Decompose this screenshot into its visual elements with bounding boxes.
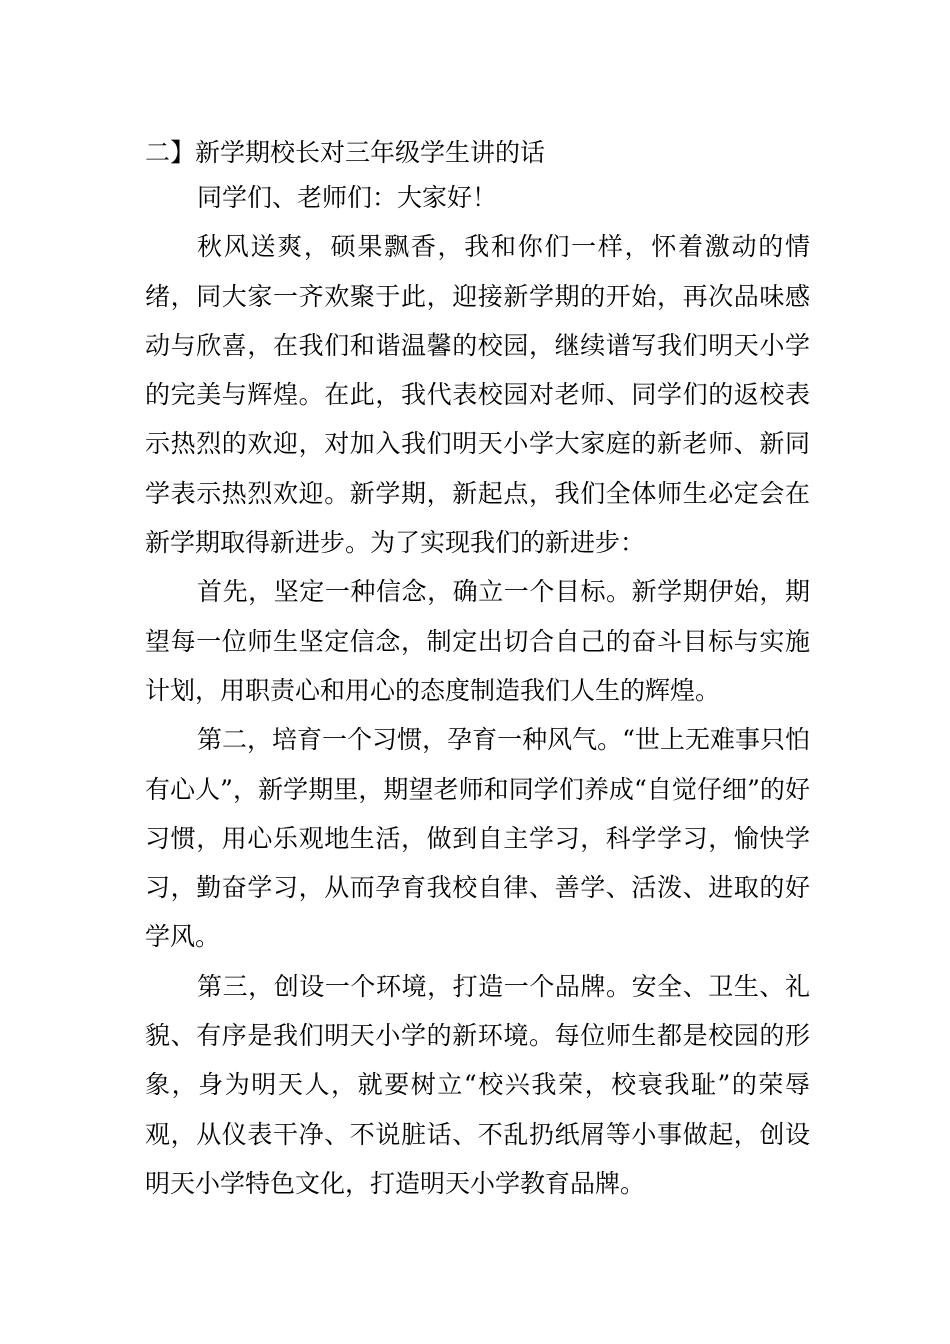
paragraph-third: 第三，创设一个环境，打造一个品牌。安全、卫生、礼貌、有序是我们明天小学的新环境。每位师生都是校园的形象，身为明天人，就要树立“校兴我荣，校衰我耻”的荣辱观，从仪表干净、不说脏话、不乱扔纸屑等小事做起，创设明天小学特色文化，打造明天小学教育品牌。 xyxy=(145,971,810,1198)
paragraph-intro: 秋风送爽，硕果飘香，我和你们一样，怀着激动的情绪，同大家一齐欢聚于此，迎接新学期的开始，再次品味感动与欣喜，在我们和谐温馨的校园，继续谱写我们明天小学的完美与辉煌。在此，我代表校园对老师、同学们的返校表示热烈的欢迎，对加入我们明天小学大家庭的新老师、新同学表示热烈欢迎。新学期，新起点，我们全体师生必定会在新学期取得新进步。为了实现我们的新进步： xyxy=(145,232,810,558)
paragraph-first: 首先，坚定一种信念，确立一个目标。新学期伊始，期望每一位师生坚定信念，制定出切合自己的奋斗目标与实施计划，用职责心和用心的态度制造我们人生的辉煌。 xyxy=(145,577,810,705)
document-body xyxy=(145,173,810,1208)
document-title: 二】新学期校长对三年级学生讲的话 xyxy=(145,138,546,167)
paragraph-greeting: 同学们、老师们：大家好！ xyxy=(197,183,498,212)
paragraph-second: 第二，培育一个习惯，孕育一种风气。“世上无难事只怕有心人”，新学期里，期望老师和同学们养成“自觉仔细”的好习惯，用心乐观地生活，做到自主学习，科学学习，愉快学习，勤奋学习，从而孕育我校自律、善学、活泼、进取的好学风。 xyxy=(145,725,810,952)
